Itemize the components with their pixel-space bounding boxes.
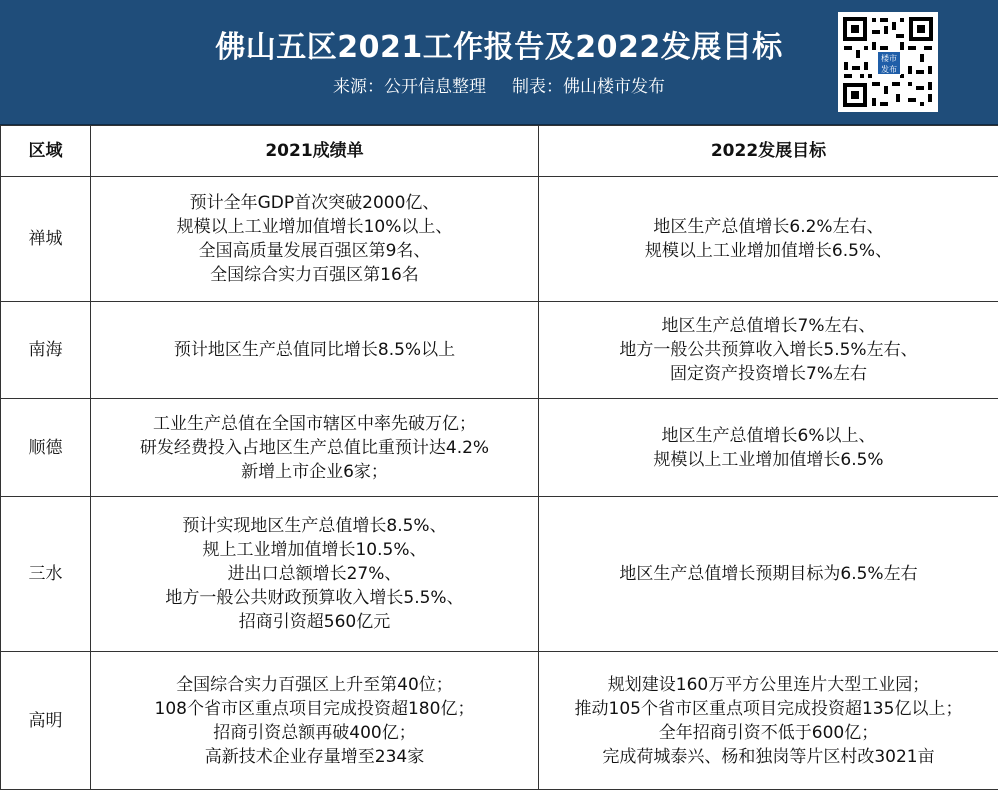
result-line: 规模以上工业增加值增长10%以上、 [176,217,453,237]
target-line: 地方一般公共预算收入增长5.5%左右、 [619,340,918,360]
target-2022-cell [539,399,998,497]
result-line: 新增上市企业6家； [241,461,388,482]
result-line: 全国综合实力百强区第16名 [210,265,419,285]
header-2022: 2022发展目标 [539,126,998,177]
target-line: 规模以上工业增加值增长6.5% [653,449,884,470]
result-line: 高新技术企业存量增至234家 [204,746,425,767]
table-row [1,652,998,790]
result-2021-cell [91,497,539,652]
result-line: 规上工业增加值增长10.5%、 [202,540,427,560]
qr-code-icon [838,12,938,112]
result-line: 招商引资总额再破400亿； [213,722,416,743]
page-title: 佛山五区2021工作报告及2022发展目标 [215,30,783,65]
table-row [1,302,998,399]
result-2021-cell [91,652,539,790]
target-line: 规划建设160万平方公里连片大型工业园； [607,674,930,695]
region-cell: 顺德 [1,399,91,497]
result-line: 全国综合实力百强区上升至第40位； [176,674,453,695]
target-2022-cell [539,177,998,302]
header-2021: 2021成绩单 [91,126,539,177]
target-line: 地区生产总值增长7%左右、 [661,316,876,336]
result-line: 工业生产总值在全国市辖区中率先破万亿； [153,413,476,434]
target-2022-cell [539,302,998,399]
target-line: 固定资产投资增长7%左右 [670,364,867,384]
qr-logo-badge: 楼市 发布 [877,51,901,75]
table-header-row [1,126,998,177]
target-line: 地区生产总值增长6%以上、 [661,425,876,446]
target-line: 规模以上工业增加值增长6.5%、 [644,241,893,261]
result-2021-cell [91,302,539,399]
region-cell: 三水 [1,497,91,652]
target-2022-cell [539,652,998,790]
table-row [1,177,998,302]
target-line: 推动105个省市区重点项目完成投资超135亿以上； [574,698,963,719]
result-line: 招商引资超560亿元 [238,612,391,632]
result-line: 预计实现地区生产总值增长8.5%、 [182,516,447,536]
region-cell: 禅城 [1,177,91,302]
region-cell: 高明 [1,652,91,790]
region-cell: 南海 [1,302,91,399]
header-banner [0,0,998,125]
result-2021-cell [91,177,539,302]
result-line: 地方一般公共财政预算收入增长5.5%、 [165,588,464,608]
source-text: 来源：公开信息整理 [333,77,486,97]
result-line: 108个省市区重点项目完成投资超180亿； [154,698,475,719]
result-line: 研发经费投入占地区生产总值比重预计达4.2% [139,437,490,458]
result-line: 进出口总额增长27%、 [227,564,402,584]
result-line: 全国高质量发展百强区第9名、 [198,241,431,261]
header-region: 区域 [1,126,91,177]
maker-text: 制表：佛山楼市发布 [512,77,665,97]
table-row [1,497,998,652]
target-line: 地区生产总值增长6.2%左右、 [653,217,884,237]
target-line: 完成荷城泰兴、杨和独岗等片区村改3021亩 [602,746,935,767]
target-line: 全年招商引资不低于600亿； [658,722,879,743]
table-row [1,399,998,497]
comparison-table [0,125,998,790]
result-line: 预计地区生产总值同比增长8.5%以上 [173,340,456,360]
target-line: 地区生产总值增长预期目标为6.5%左右 [619,564,918,584]
result-line: 预计全年GDP首次突破2000亿、 [189,193,440,213]
result-2021-cell [91,399,539,497]
target-2022-cell [539,497,998,652]
